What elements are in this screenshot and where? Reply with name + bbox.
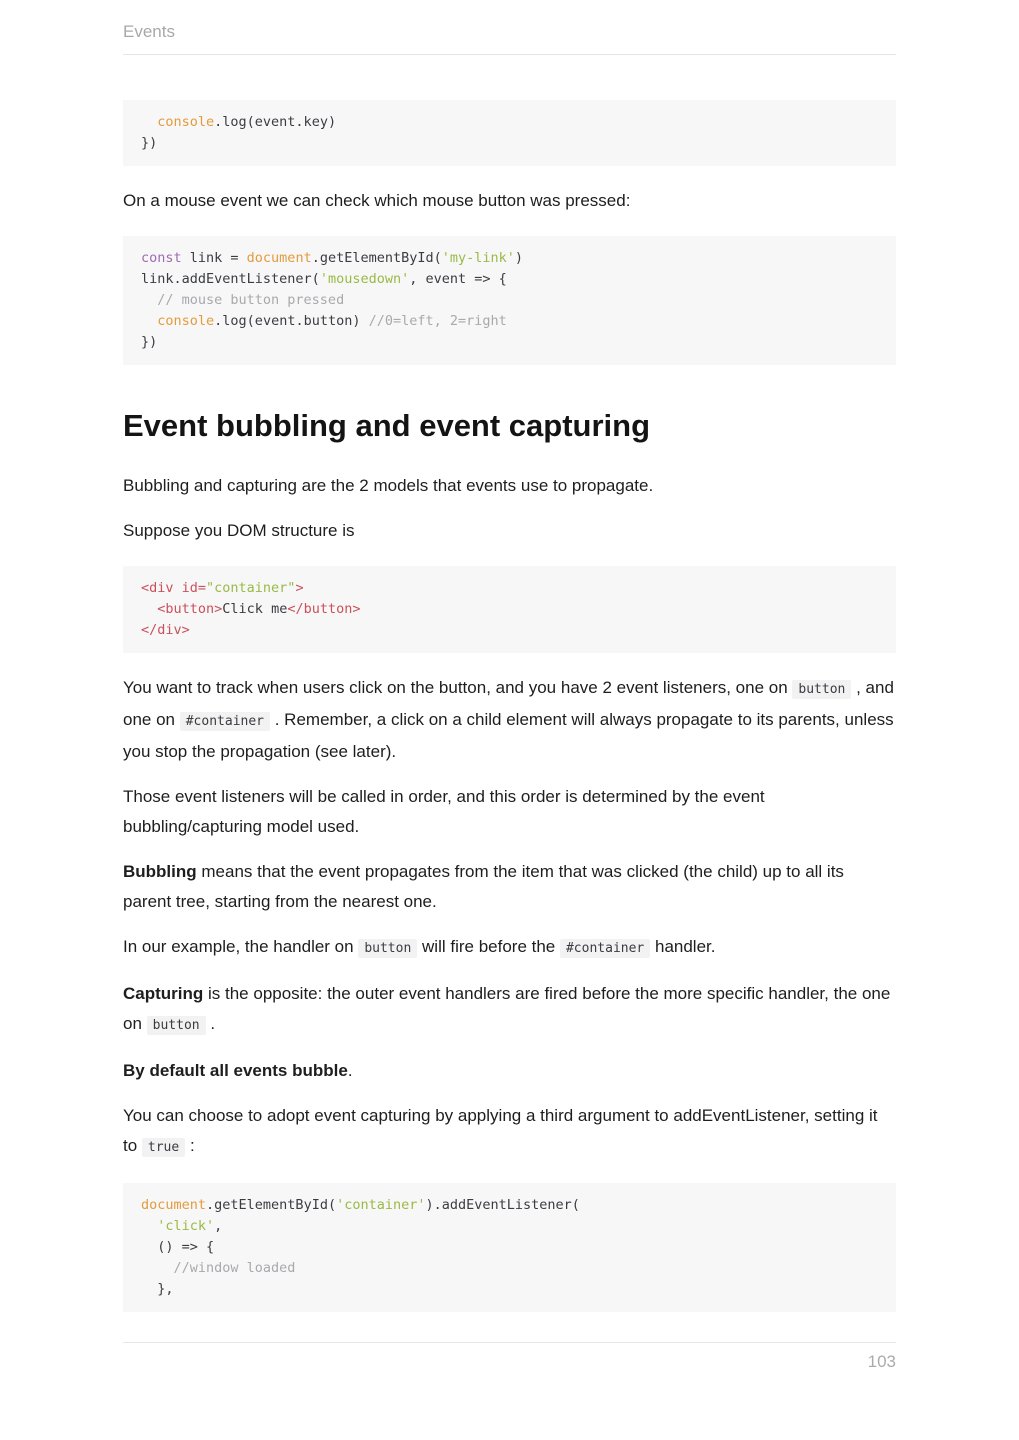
code-block-console-key <box>123 100 896 166</box>
paragraph-mouse-event <box>123 186 896 216</box>
text-run: handler. <box>650 937 716 956</box>
text-run: In our example, the handler on <box>123 937 359 956</box>
code-block-mousedown <box>123 236 896 365</box>
code-line: }) <box>141 135 158 151</box>
inline-code: button <box>792 680 851 699</box>
code-block-dom-structure <box>123 566 896 653</box>
code-line: }) <box>141 334 158 350</box>
section-heading: Event bubbling and event capturing <box>123 408 651 443</box>
text-run: Suppose you DOM structure is <box>123 521 355 540</box>
header-divider <box>123 54 896 55</box>
text-run: Bubbling <box>123 862 197 881</box>
text-run: Bubbling and capturing are the 2 models that events use to propagate. <box>123 476 654 495</box>
text-run: . <box>205 1014 216 1033</box>
paragraph-models <box>123 471 896 501</box>
code-line: // mouse button pressed <box>141 292 345 308</box>
paragraph-bubbling <box>123 857 896 917</box>
inline-code: #container <box>560 939 650 958</box>
text-run: means that the event propagates from the item that was clicked (the child) up to all its parent tree, starting from the nearest one. <box>123 862 844 911</box>
code-line: () => { <box>141 1239 215 1255</box>
text-run: is the opposite: the outer event handlers are fired before the more specific handler, the one on <box>123 984 891 1033</box>
text-run: will fire before the <box>417 937 560 956</box>
inline-code: #container <box>180 712 270 731</box>
page-header <box>123 0 896 55</box>
paragraph-suppose <box>123 516 896 546</box>
code-block-capture-listener <box>123 1183 896 1312</box>
code-line: link.addEventListener('mousedown', event => { <box>141 271 507 287</box>
code-line: console.log(event.button) //0=left, 2=right <box>157 313 507 329</box>
paragraph-order <box>123 782 896 842</box>
inline-code: true <box>142 1138 185 1157</box>
code-line: 'click', <box>157 1218 223 1234</box>
chapter-title: Events <box>123 22 175 41</box>
text-run: On a mouse event we can check which mouse button was pressed: <box>123 191 631 210</box>
text-run: : <box>185 1136 195 1155</box>
text-run: . Remember, a click on a child element will always propagate to its parents, unless you stop the propagation (see later). <box>123 710 894 761</box>
footer-divider <box>123 1342 896 1343</box>
code-line: document.getElementById('container').addEventListener( <box>141 1197 580 1213</box>
code-line: <button>Click me</button> <box>157 601 361 617</box>
text-run: By default all events bubble <box>123 1061 348 1080</box>
code-line: const link = document.getElementById('my-link') <box>141 250 524 266</box>
paragraph-example <box>123 932 896 964</box>
text-run: You want to track when users click on the button, and you have 2 event listeners, one on <box>123 678 793 697</box>
text-run: Capturing <box>123 984 204 1003</box>
text-run: , and one on <box>123 678 894 729</box>
text-run: You can choose to adopt event capturing by applying a third argument to addEventListener, setting it to <box>123 1106 878 1155</box>
code-line: console.log(event.key) <box>141 114 337 130</box>
paragraph-capturing <box>123 979 896 1041</box>
inline-code: button <box>358 939 417 958</box>
page-number: 103 <box>867 1352 896 1371</box>
paragraph-default-bubble <box>123 1056 896 1086</box>
paragraph-track <box>123 673 896 767</box>
code-line: //window loaded <box>141 1260 296 1276</box>
code-line: <div id="container"> <box>141 580 304 596</box>
code-line: </div> <box>141 622 190 638</box>
text-run: . <box>347 1061 353 1080</box>
code-line: }, <box>141 1281 174 1297</box>
paragraph-choose-capturing <box>123 1101 896 1163</box>
text-run: Those event listeners will be called in order, and this order is determined by the event bubbling/capturing model used. <box>123 787 765 836</box>
inline-code: button <box>147 1016 206 1035</box>
